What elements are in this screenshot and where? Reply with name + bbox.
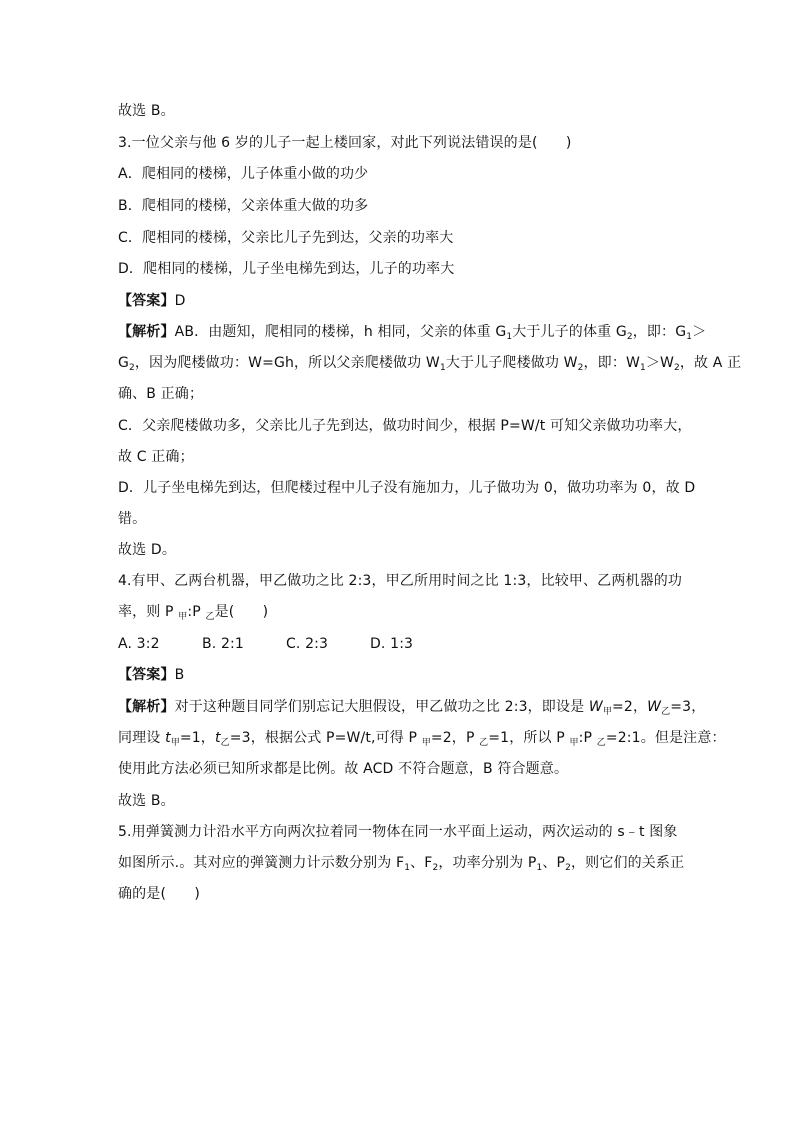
subscript: 甲	[178, 612, 188, 622]
subscript: 1	[439, 363, 446, 373]
stem-text: 如图所示.。其对应的弹簧测力计示数分别为 F	[118, 855, 405, 871]
question-3-analysis-line-4: C．父亲爬楼做功多，父亲比儿子先到达，做功时间少，根据 P=W/t 可知父亲做功功率大，	[118, 418, 692, 434]
question-3-analysis-line-2	[118, 353, 742, 373]
subscript: 2	[432, 863, 439, 873]
analysis-text: =3，	[670, 699, 706, 715]
subscript: 甲	[602, 707, 612, 717]
analysis-text: =2，P	[430, 730, 480, 746]
question-3-stem: 3.一位父亲与他 6 岁的儿子一起上楼回家，对此下列说法错误的是( )	[118, 135, 572, 151]
analysis-text: AB．由题知，爬相同的楼梯，h 相同，父亲的体重 G	[174, 324, 507, 340]
answer-tag: 【答案】	[118, 667, 175, 683]
analysis-tag: 【解析】	[118, 324, 175, 340]
subscript: 2	[129, 363, 135, 373]
variable: t	[165, 730, 171, 746]
question-4-analysis-line-3: 使用此方法必须已知所求都是比例。故 ACD 不符合题意，B 符合题意。	[118, 761, 569, 777]
question-5-stem-line-3: 确的是( )	[118, 886, 200, 902]
subscript: 1	[404, 863, 411, 873]
analysis-text: 大于儿子的体重 G	[512, 324, 627, 340]
analysis-text: 对于这种题目同学们别忘记大胆假设，甲乙做功之比 2:3，即设是	[174, 699, 589, 715]
variable: W	[588, 699, 603, 715]
question-3-option-b: B．爬相同的楼梯，父亲体重大做的功多	[118, 198, 369, 214]
analysis-text: =2:1。但是注意：	[605, 730, 726, 746]
analysis-text: ，因为爬楼做功：W=Gh，所以父亲爬楼做功 W	[134, 355, 440, 371]
variable: W	[647, 699, 662, 715]
question-4-answer	[118, 665, 698, 685]
subscript: 甲	[421, 738, 431, 748]
question-3-option-d: D．爬相同的楼梯，儿子坐电梯先到达，儿子的功率大	[118, 261, 455, 277]
question-4-option-b: B. 2:1	[202, 636, 244, 652]
subscript: 2	[674, 363, 680, 373]
analysis-text: =1，	[179, 730, 215, 746]
question-4-analysis-line-1	[118, 697, 706, 717]
question-3-analysis-line-3: 确、B 正确；	[118, 386, 204, 402]
subscript: 乙	[479, 738, 489, 748]
subscript: 乙	[220, 738, 230, 748]
subscript: 2	[626, 332, 633, 342]
subscript: 1	[686, 332, 693, 342]
analysis-text: ，即：G	[632, 324, 687, 340]
answer-tag: 【答案】	[118, 293, 175, 309]
variable: t	[214, 730, 221, 746]
question-4-conclusion: 故选 B。	[118, 793, 175, 809]
analysis-text: :P	[578, 730, 597, 746]
subscript: 1	[536, 863, 543, 873]
analysis-text: =2，	[612, 699, 648, 715]
analysis-text: ＞	[692, 324, 707, 340]
analysis-text: 同理设	[118, 730, 166, 746]
subscript: 乙	[661, 707, 671, 717]
question-4-option-d: D. 1:3	[370, 636, 414, 652]
question-5-stem-line-2	[118, 853, 698, 873]
subscript: 乙	[205, 612, 215, 622]
analysis-text: =3，根据公式 P=W/t,可得 P	[229, 730, 422, 746]
stem-text: ，功率分别为 P	[438, 855, 537, 871]
previous-conclusion: 故选 B。	[118, 103, 175, 119]
question-5-stem-line-1: 5.用弹簧测力计沿水平方向两次拉着同一物体在同一水平面上运动，两次运动的 s﹣t 图象	[118, 824, 678, 840]
question-4-analysis-line-2	[118, 728, 726, 748]
question-4-option-c: C. 2:3	[286, 636, 329, 652]
subscript: 乙	[596, 738, 606, 748]
stem-text: 是( )	[214, 604, 269, 620]
stem-text: :P	[187, 604, 206, 620]
analysis-text: ，故 A 正	[679, 355, 742, 371]
question-3-analysis-line-7: 错。	[118, 511, 147, 527]
stem-text: 率，则 P	[118, 604, 179, 620]
analysis-tag: 【解析】	[118, 699, 175, 715]
question-3-conclusion: 故选 D。	[118, 542, 176, 558]
subscript: 1	[639, 363, 646, 373]
subscript: 1	[506, 332, 513, 342]
subscript: 甲	[569, 738, 579, 748]
question-4-stem-line-1: 4.有甲、乙两台机器，甲乙做功之比 2:3，甲乙所用时间之比 1:3，比较甲、乙两机器的功	[118, 573, 683, 589]
question-3-analysis-line-5: 故 C 正确；	[118, 449, 194, 465]
analysis-text: ＞W	[645, 355, 675, 371]
subscript: 2	[565, 863, 572, 873]
question-4-options	[118, 634, 698, 654]
answer-value: D	[174, 293, 186, 309]
question-4-option-a: A. 3:2	[118, 636, 160, 652]
stem-text: 、F	[410, 855, 433, 871]
stem-text: ，则它们的关系正	[571, 855, 685, 871]
analysis-text: G	[118, 355, 129, 371]
analysis-text: 大于儿子爬楼做功 W	[445, 355, 578, 371]
subscript: 甲	[170, 738, 180, 748]
answer-value: B	[174, 667, 185, 683]
question-3-answer	[118, 291, 698, 311]
stem-text: 、P	[542, 855, 566, 871]
analysis-text: =1，所以 P	[488, 730, 570, 746]
question-4-stem-line-2	[118, 602, 698, 622]
subscript: 2	[577, 363, 584, 373]
question-3-analysis-line-1	[118, 322, 707, 342]
analysis-text: ，即：W	[583, 355, 640, 371]
question-3-option-c: C．爬相同的楼梯，父亲比儿子先到达，父亲的功率大	[118, 230, 454, 246]
question-3-analysis-line-6: D．儿子坐电梯先到达，但爬楼过程中儿子没有施加力，儿子做功为 0，做功功率为 0，故 D	[118, 480, 696, 496]
question-3-option-a: A．爬相同的楼梯，儿子体重小做的功少	[118, 166, 369, 182]
